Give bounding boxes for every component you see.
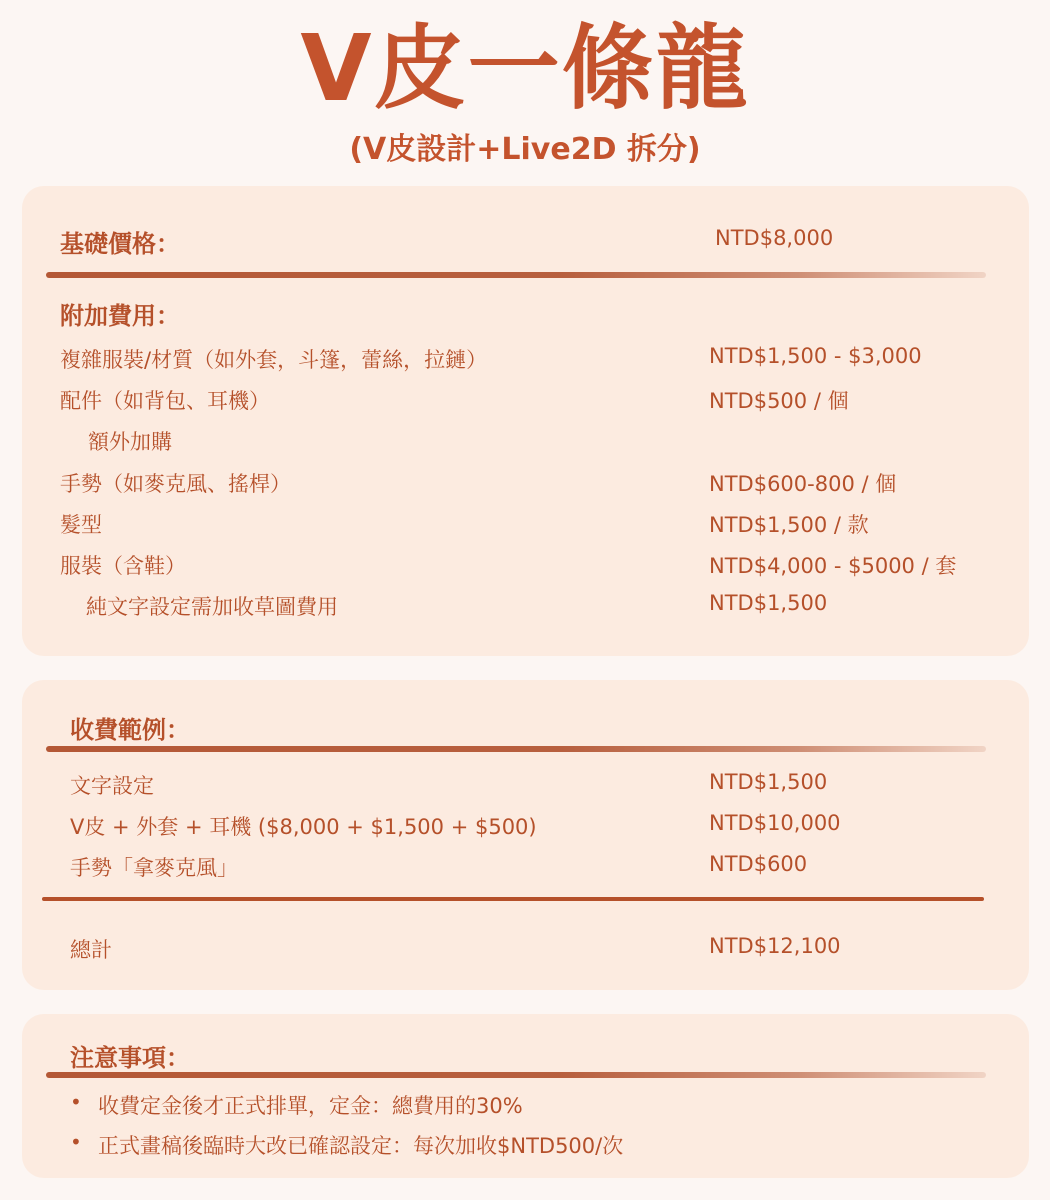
base-price-value: NTD$8,000 — [715, 226, 834, 250]
example-item-price: NTD$1,500 — [709, 770, 828, 794]
addon-price: NTD$500 / 個 — [709, 389, 849, 413]
base-price-label: 基礎價格： — [60, 230, 180, 258]
note-item: 正式畫稿後臨時大改已確認設定：每次加收$NTD500/次 — [98, 1134, 624, 1158]
addon-label: 額外加購 — [88, 430, 172, 454]
addon-label: 純文字設定需加收草圖費用 — [86, 595, 338, 619]
notes-card — [22, 1014, 1029, 1178]
page-title: V皮一條龍 — [300, 15, 750, 122]
addon-label: 手勢（如麥克風、搖桿） — [60, 472, 291, 496]
pricing-card — [22, 186, 1029, 656]
example-item-label: V皮 + 外套 + 耳機 ($8,000 + $1,500 + $500) — [70, 815, 537, 839]
total-label: 總計 — [70, 938, 112, 962]
addon-price: NTD$600-800 / 個 — [709, 472, 897, 496]
example-item-label: 手勢「拿麥克風」 — [70, 856, 238, 880]
addon-price: NTD$4,000 - $5000 / 套 — [709, 554, 957, 578]
total-divider — [42, 897, 984, 901]
notes-heading: 注意事項： — [70, 1044, 190, 1072]
example-card — [22, 680, 1029, 990]
bullet-icon: • — [70, 1090, 82, 1114]
addons-heading: 附加費用： — [60, 302, 180, 330]
addon-label: 配件（如背包、耳機） — [60, 389, 270, 413]
addon-price: NTD$1,500 / 款 — [709, 513, 869, 537]
note-item: 收費定金後才正式排單，定金：總費用的30% — [98, 1094, 523, 1118]
addon-price: NTD$1,500 — [709, 591, 828, 615]
addon-label: 複雜服裝/材質（如外套，斗篷，蕾絲，拉鏈） — [60, 348, 488, 372]
divider — [46, 272, 986, 278]
addon-label: 髮型 — [60, 513, 102, 537]
bullet-icon: • — [70, 1130, 82, 1154]
total-price: NTD$12,100 — [709, 934, 841, 958]
example-item-label: 文字設定 — [70, 774, 154, 798]
divider — [46, 746, 986, 752]
addon-label: 服裝（含鞋） — [60, 554, 186, 578]
example-heading: 收費範例： — [70, 716, 190, 744]
addon-price: NTD$1,500 - $3,000 — [709, 344, 922, 368]
example-item-price: NTD$10,000 — [709, 811, 841, 835]
divider — [46, 1072, 986, 1078]
example-item-price: NTD$600 — [709, 852, 808, 876]
page-subtitle: (V皮設計+Live2D 拆分) — [349, 132, 701, 167]
